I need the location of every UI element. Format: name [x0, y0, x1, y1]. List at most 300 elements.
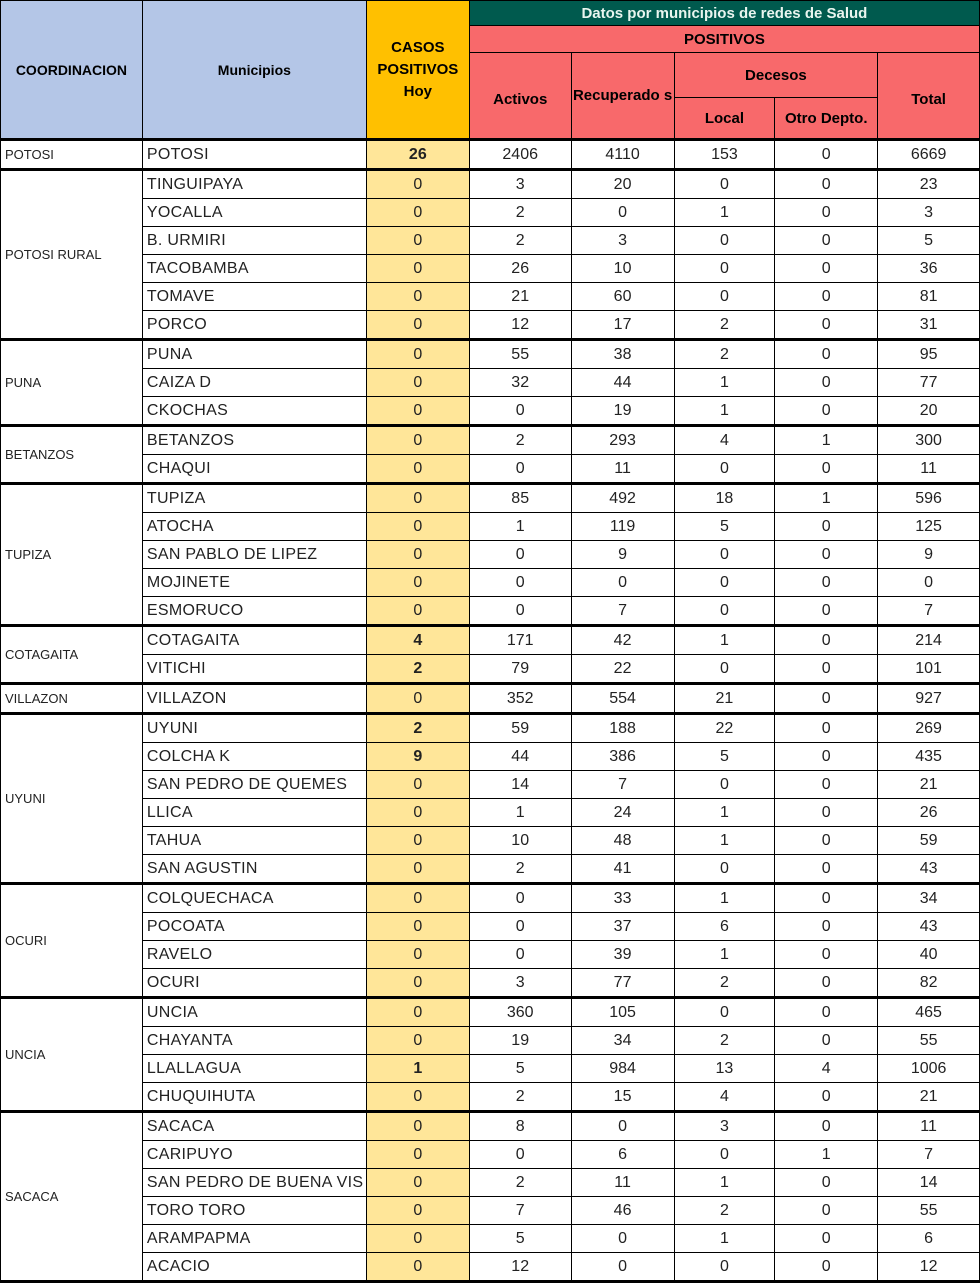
recuperados-cell: 34	[571, 1027, 674, 1055]
casos-hoy-cell: 4	[366, 626, 469, 655]
total-cell: 3	[878, 199, 980, 227]
table-row	[1, 626, 980, 655]
table-row	[1, 969, 980, 998]
total-cell: 21	[878, 1083, 980, 1112]
decesos-local-cell: 2	[674, 1027, 775, 1055]
decesos-otro-cell: 0	[775, 199, 878, 227]
total-cell: 55	[878, 1197, 980, 1225]
decesos-otro-cell: 0	[775, 397, 878, 426]
recuperados-cell: 0	[571, 1253, 674, 1282]
municipio-cell: CHUQUIHUTA	[142, 1083, 366, 1112]
activos-cell: 0	[469, 913, 571, 941]
municipio-cell: CHAQUI	[142, 455, 366, 484]
table-row	[1, 1112, 980, 1141]
decesos-otro-cell: 0	[775, 283, 878, 311]
decesos-otro-cell: 0	[775, 827, 878, 855]
decesos-local-cell: 0	[674, 255, 775, 283]
decesos-otro-cell: 0	[775, 884, 878, 913]
decesos-otro-cell: 1	[775, 426, 878, 455]
table-row	[1, 455, 980, 484]
municipio-cell: CAIZA D	[142, 369, 366, 397]
recuperados-cell: 41	[571, 855, 674, 884]
decesos-otro-cell: 1	[775, 1141, 878, 1169]
table-row	[1, 140, 980, 170]
total-cell: 59	[878, 827, 980, 855]
municipio-cell: SAN PEDRO DE BUENA VIS	[142, 1169, 366, 1197]
municipio-cell: PORCO	[142, 311, 366, 340]
municipio-cell: SAN PEDRO DE QUEMES	[142, 771, 366, 799]
decesos-local-cell: 0	[674, 541, 775, 569]
decesos-local-cell: 0	[674, 283, 775, 311]
decesos-local-cell: 153	[674, 140, 775, 170]
recuperados-cell: 15	[571, 1083, 674, 1112]
recuperados-cell: 20	[571, 170, 674, 199]
decesos-otro-cell: 0	[775, 140, 878, 170]
recuperados-cell: 0	[571, 199, 674, 227]
recuperados-cell: 105	[571, 998, 674, 1027]
decesos-local-cell: 0	[674, 455, 775, 484]
header-casos-positivos-hoy: CASOS POSITIVOS Hoy	[366, 1, 469, 140]
activos-cell: 14	[469, 771, 571, 799]
casos-hoy-cell: 0	[366, 855, 469, 884]
decesos-otro-cell: 4	[775, 1055, 878, 1083]
casos-hoy-cell: 0	[366, 170, 469, 199]
decesos-local-cell: 1	[674, 626, 775, 655]
total-cell: 43	[878, 913, 980, 941]
decesos-local-cell: 0	[674, 227, 775, 255]
casos-hoy-cell: 0	[366, 884, 469, 913]
coordinacion-cell: BETANZOS	[1, 426, 143, 484]
casos-hoy-cell: 0	[366, 998, 469, 1027]
municipio-cell: POTOSI	[142, 140, 366, 170]
municipio-cell: MOJINETE	[142, 569, 366, 597]
total-cell: 6	[878, 1225, 980, 1253]
coordinacion-cell: VILLAZON	[1, 684, 143, 714]
activos-cell: 0	[469, 941, 571, 969]
recuperados-cell: 9	[571, 541, 674, 569]
recuperados-cell: 386	[571, 743, 674, 771]
table-row	[1, 1083, 980, 1112]
decesos-local-cell: 1	[674, 369, 775, 397]
casos-hoy-cell: 0	[366, 1169, 469, 1197]
header-decesos-otro-depto: Otro Depto.	[775, 98, 878, 140]
casos-hoy-cell: 0	[366, 513, 469, 541]
municipio-cell: ESMORUCO	[142, 597, 366, 626]
decesos-local-cell: 3	[674, 1112, 775, 1141]
table-row	[1, 569, 980, 597]
recuperados-cell: 6	[571, 1141, 674, 1169]
casos-hoy-cell: 0	[366, 311, 469, 340]
casos-hoy-cell: 2	[366, 655, 469, 684]
activos-cell: 1	[469, 799, 571, 827]
casos-hoy-cell: 0	[366, 1027, 469, 1055]
activos-cell: 2	[469, 426, 571, 455]
table-row	[1, 1197, 980, 1225]
municipio-cell: TORO TORO	[142, 1197, 366, 1225]
decesos-local-cell: 5	[674, 743, 775, 771]
recuperados-cell: 0	[571, 1225, 674, 1253]
activos-cell: 59	[469, 714, 571, 743]
municipio-cell: CARIPUYO	[142, 1141, 366, 1169]
decesos-local-cell: 1	[674, 397, 775, 426]
activos-cell: 2	[469, 855, 571, 884]
decesos-local-cell: 2	[674, 340, 775, 369]
municipio-cell: POCOATA	[142, 913, 366, 941]
table-row	[1, 655, 980, 684]
total-cell: 101	[878, 655, 980, 684]
header-decesos-local: Local	[674, 98, 775, 140]
coordinacion-cell: OCURI	[1, 884, 143, 998]
casos-hoy-cell: 0	[366, 484, 469, 513]
table-row	[1, 484, 980, 513]
recuperados-cell: 24	[571, 799, 674, 827]
activos-cell: 8	[469, 1112, 571, 1141]
municipio-cell: COTAGAITA	[142, 626, 366, 655]
total-cell: 125	[878, 513, 980, 541]
activos-cell: 79	[469, 655, 571, 684]
decesos-otro-cell: 1	[775, 484, 878, 513]
activos-cell: 352	[469, 684, 571, 714]
decesos-otro-cell: 0	[775, 227, 878, 255]
table-row	[1, 541, 980, 569]
table-header	[1, 1, 980, 140]
casos-hoy-cell: 0	[366, 684, 469, 714]
header-municipios: Municipios	[142, 1, 366, 140]
decesos-local-cell: 0	[674, 998, 775, 1027]
municipio-cell: VITICHI	[142, 655, 366, 684]
casos-hoy-cell: 0	[366, 340, 469, 369]
total-cell: 214	[878, 626, 980, 655]
coordinacion-cell: COTAGAITA	[1, 626, 143, 684]
activos-cell: 12	[469, 1253, 571, 1282]
coordinacion-cell: PUNA	[1, 340, 143, 426]
decesos-local-cell: 1	[674, 199, 775, 227]
municipio-cell: TUPIZA	[142, 484, 366, 513]
total-cell: 34	[878, 884, 980, 913]
decesos-otro-cell: 0	[775, 913, 878, 941]
municipio-cell: TACOBAMBA	[142, 255, 366, 283]
activos-cell: 0	[469, 1141, 571, 1169]
decesos-otro-cell: 0	[775, 513, 878, 541]
decesos-otro-cell: 0	[775, 541, 878, 569]
recuperados-cell: 19	[571, 397, 674, 426]
decesos-local-cell: 0	[674, 655, 775, 684]
activos-cell: 360	[469, 998, 571, 1027]
casos-hoy-cell: 0	[366, 827, 469, 855]
recuperados-cell: 11	[571, 1169, 674, 1197]
total-cell: 81	[878, 283, 980, 311]
decesos-local-cell: 13	[674, 1055, 775, 1083]
table-row	[1, 170, 980, 199]
activos-cell: 1	[469, 513, 571, 541]
decesos-local-cell: 1	[674, 1225, 775, 1253]
casos-hoy-cell: 0	[366, 283, 469, 311]
decesos-otro-cell: 0	[775, 597, 878, 626]
total-cell: 43	[878, 855, 980, 884]
casos-hoy-cell: 0	[366, 597, 469, 626]
municipio-cell: BETANZOS	[142, 426, 366, 455]
coordinacion-cell: UYUNI	[1, 714, 143, 884]
table-row	[1, 311, 980, 340]
casos-hoy-cell: 0	[366, 1197, 469, 1225]
municipio-cell: TINGUIPAYA	[142, 170, 366, 199]
table-row	[1, 1027, 980, 1055]
total-cell: 5	[878, 227, 980, 255]
total-cell: 6669	[878, 140, 980, 170]
casos-hoy-cell: 0	[366, 369, 469, 397]
coordinacion-cell: POTOSI RURAL	[1, 170, 143, 340]
total-cell: 36	[878, 255, 980, 283]
recuperados-cell: 0	[571, 1112, 674, 1141]
casos-hoy-cell: 0	[366, 1141, 469, 1169]
table-row	[1, 199, 980, 227]
recuperados-cell: 10	[571, 255, 674, 283]
activos-cell: 0	[469, 597, 571, 626]
decesos-otro-cell: 0	[775, 1253, 878, 1282]
activos-cell: 85	[469, 484, 571, 513]
total-cell: 21	[878, 771, 980, 799]
total-cell: 7	[878, 1141, 980, 1169]
table-row	[1, 1055, 980, 1083]
table-row	[1, 513, 980, 541]
activos-cell: 12	[469, 311, 571, 340]
recuperados-cell: 554	[571, 684, 674, 714]
activos-cell: 55	[469, 340, 571, 369]
decesos-otro-cell: 0	[775, 799, 878, 827]
activos-cell: 171	[469, 626, 571, 655]
decesos-otro-cell: 0	[775, 855, 878, 884]
table-row	[1, 743, 980, 771]
decesos-local-cell: 1	[674, 941, 775, 969]
municipio-cell: ACACIO	[142, 1253, 366, 1282]
table-row	[1, 913, 980, 941]
activos-cell: 3	[469, 170, 571, 199]
decesos-otro-cell: 0	[775, 743, 878, 771]
total-cell: 0	[878, 569, 980, 597]
header-decesos: Decesos	[674, 53, 878, 98]
recuperados-cell: 3	[571, 227, 674, 255]
table-row	[1, 255, 980, 283]
table-row	[1, 426, 980, 455]
activos-cell: 26	[469, 255, 571, 283]
activos-cell: 7	[469, 1197, 571, 1225]
recuperados-cell: 48	[571, 827, 674, 855]
table-row	[1, 1141, 980, 1169]
total-cell: 1006	[878, 1055, 980, 1083]
header-total: Total	[878, 53, 980, 140]
casos-hoy-cell: 2	[366, 714, 469, 743]
decesos-otro-cell: 0	[775, 340, 878, 369]
total-cell: 7	[878, 597, 980, 626]
municipio-cell: SACACA	[142, 1112, 366, 1141]
table-row	[1, 1169, 980, 1197]
decesos-otro-cell: 0	[775, 655, 878, 684]
decesos-local-cell: 0	[674, 170, 775, 199]
recuperados-cell: 38	[571, 340, 674, 369]
decesos-otro-cell: 0	[775, 311, 878, 340]
municipio-cell: COLCHA K	[142, 743, 366, 771]
activos-cell: 10	[469, 827, 571, 855]
activos-cell: 0	[469, 455, 571, 484]
activos-cell: 0	[469, 569, 571, 597]
recuperados-cell: 492	[571, 484, 674, 513]
recuperados-cell: 37	[571, 913, 674, 941]
recuperados-cell: 119	[571, 513, 674, 541]
table-row	[1, 714, 980, 743]
recuperados-cell: 0	[571, 569, 674, 597]
municipio-cell: B. URMIRI	[142, 227, 366, 255]
recuperados-cell: 17	[571, 311, 674, 340]
header-positivos: POSITIVOS	[469, 26, 979, 53]
header-coordinacion: COORDINACION	[1, 1, 143, 140]
activos-cell: 2	[469, 1169, 571, 1197]
casos-hoy-cell: 1	[366, 1055, 469, 1083]
decesos-otro-cell: 0	[775, 1027, 878, 1055]
total-cell: 12	[878, 1253, 980, 1282]
coordinacion-cell: POTOSI	[1, 140, 143, 170]
activos-cell: 21	[469, 283, 571, 311]
casos-hoy-cell: 26	[366, 140, 469, 170]
total-cell: 9	[878, 541, 980, 569]
casos-hoy-cell: 0	[366, 455, 469, 484]
decesos-local-cell: 0	[674, 771, 775, 799]
recuperados-cell: 44	[571, 369, 674, 397]
activos-cell: 2	[469, 227, 571, 255]
decesos-local-cell: 4	[674, 1083, 775, 1112]
decesos-local-cell: 0	[674, 597, 775, 626]
decesos-otro-cell: 0	[775, 569, 878, 597]
decesos-otro-cell: 0	[775, 1197, 878, 1225]
decesos-otro-cell: 0	[775, 1112, 878, 1141]
casos-hoy-cell: 0	[366, 1253, 469, 1282]
decesos-local-cell: 18	[674, 484, 775, 513]
activos-cell: 2406	[469, 140, 571, 170]
total-cell: 31	[878, 311, 980, 340]
decesos-otro-cell: 0	[775, 771, 878, 799]
table-row	[1, 283, 980, 311]
municipio-cell: OCURI	[142, 969, 366, 998]
coordinacion-cell: TUPIZA	[1, 484, 143, 626]
decesos-local-cell: 6	[674, 913, 775, 941]
recuperados-cell: 188	[571, 714, 674, 743]
casos-hoy-cell: 0	[366, 227, 469, 255]
table-row	[1, 855, 980, 884]
decesos-otro-cell: 0	[775, 369, 878, 397]
header-activos: Activos	[469, 53, 571, 140]
table-row	[1, 941, 980, 969]
casos-hoy-cell: 0	[366, 255, 469, 283]
decesos-local-cell: 1	[674, 827, 775, 855]
decesos-otro-cell: 0	[775, 255, 878, 283]
header-recuperados: Recuperado s	[571, 53, 674, 140]
activos-cell: 2	[469, 199, 571, 227]
decesos-local-cell: 0	[674, 1253, 775, 1282]
decesos-otro-cell: 0	[775, 969, 878, 998]
decesos-otro-cell: 0	[775, 1083, 878, 1112]
total-cell: 11	[878, 1112, 980, 1141]
decesos-otro-cell: 0	[775, 1225, 878, 1253]
municipio-cell: RAVELO	[142, 941, 366, 969]
municipio-cell: SAN AGUSTIN	[142, 855, 366, 884]
decesos-otro-cell: 0	[775, 684, 878, 714]
casos-hoy-cell: 0	[366, 941, 469, 969]
municipio-cell: SAN PABLO DE LIPEZ	[142, 541, 366, 569]
casos-hoy-cell: 0	[366, 569, 469, 597]
activos-cell: 3	[469, 969, 571, 998]
casos-hoy-cell: 0	[366, 1225, 469, 1253]
casos-hoy-cell: 0	[366, 397, 469, 426]
decesos-otro-cell: 0	[775, 1169, 878, 1197]
municipio-cell: PUNA	[142, 340, 366, 369]
recuperados-cell: 39	[571, 941, 674, 969]
recuperados-cell: 46	[571, 1197, 674, 1225]
total-cell: 26	[878, 799, 980, 827]
casos-hoy-cell: 0	[366, 199, 469, 227]
recuperados-cell: 11	[571, 455, 674, 484]
total-cell: 11	[878, 455, 980, 484]
decesos-local-cell: 2	[674, 311, 775, 340]
total-cell: 300	[878, 426, 980, 455]
table-row	[1, 799, 980, 827]
recuperados-cell: 33	[571, 884, 674, 913]
decesos-local-cell: 1	[674, 884, 775, 913]
total-cell: 927	[878, 684, 980, 714]
activos-cell: 5	[469, 1225, 571, 1253]
total-cell: 20	[878, 397, 980, 426]
decesos-local-cell: 0	[674, 569, 775, 597]
municipio-cell: LLICA	[142, 799, 366, 827]
municipio-cell: YOCALLA	[142, 199, 366, 227]
recuperados-cell: 293	[571, 426, 674, 455]
recuperados-cell: 7	[571, 771, 674, 799]
decesos-local-cell: 0	[674, 1141, 775, 1169]
table-row	[1, 998, 980, 1027]
activos-cell: 5	[469, 1055, 571, 1083]
casos-hoy-cell: 0	[366, 426, 469, 455]
casos-hoy-cell: 0	[366, 771, 469, 799]
table-row	[1, 227, 980, 255]
recuperados-cell: 22	[571, 655, 674, 684]
municipio-cell: CKOCHAS	[142, 397, 366, 426]
table-row	[1, 369, 980, 397]
casos-hoy-cell: 0	[366, 1112, 469, 1141]
total-cell: 82	[878, 969, 980, 998]
table-row	[1, 340, 980, 369]
decesos-local-cell: 1	[674, 1169, 775, 1197]
recuperados-cell: 984	[571, 1055, 674, 1083]
total-cell: 435	[878, 743, 980, 771]
activos-cell: 0	[469, 397, 571, 426]
table-row	[1, 771, 980, 799]
decesos-otro-cell: 0	[775, 455, 878, 484]
casos-hoy-cell: 0	[366, 913, 469, 941]
casos-hoy-cell: 0	[366, 541, 469, 569]
total-cell: 14	[878, 1169, 980, 1197]
total-cell: 77	[878, 369, 980, 397]
decesos-otro-cell: 0	[775, 998, 878, 1027]
table-row	[1, 884, 980, 913]
casos-hoy-cell: 0	[366, 969, 469, 998]
decesos-otro-cell: 0	[775, 941, 878, 969]
total-cell: 465	[878, 998, 980, 1027]
municipio-cell: ARAMPAPMA	[142, 1225, 366, 1253]
table-row	[1, 1253, 980, 1282]
municipio-cell: COLQUECHACA	[142, 884, 366, 913]
recuperados-cell: 7	[571, 597, 674, 626]
coordinacion-cell: SACACA	[1, 1112, 143, 1282]
table-row	[1, 1225, 980, 1253]
municipio-cell: ATOCHA	[142, 513, 366, 541]
